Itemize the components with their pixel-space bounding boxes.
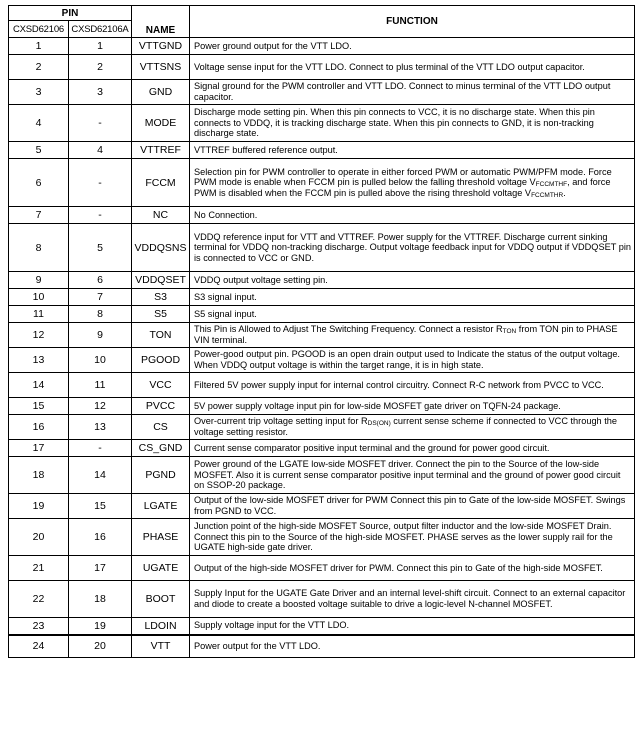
pin-name: VCC [132,373,190,398]
pin-function: Voltage sense input for the VTT LDO. Connect to plus terminal of the VTT LDO output capacitor. [190,55,635,80]
pin-name: VTTGND [132,38,190,55]
pin-number-cxsd62106: 8 [9,224,69,272]
table-row [9,457,635,494]
pin-number-cxsd62106a: 1 [69,38,132,55]
table-row [9,55,635,80]
pin-number-cxsd62106a: 19 [69,618,132,635]
pin-number-cxsd62106a: 9 [69,323,132,348]
pin-number-cxsd62106a: 18 [69,581,132,618]
pin-function: Junction point of the high-side MOSFET Source, output filter inductor and the low-side MOSFET Drain. Connect this pin to the Source of the high-side MOSFET. PHASE serves as the lower supply rail for the UGATE high-side gate driver. [190,519,635,556]
function-text: current sense scheme if connected to VCC through the voltage setting resistor. [194,416,617,437]
pin-number-cxsd62106a: 14 [69,457,132,494]
pin-name: VDDQSNS [132,224,190,272]
pin-name: PGND [132,457,190,494]
function-text: Over-current trip voltage setting input for R [194,416,368,427]
table-row [9,142,635,159]
pin-function: Supply Input for the UGATE Gate Driver and an internal level-shift circuit. Connect to an external capacitor and diode to create a boosted voltage suitable to drive a logic-level N-channel MOSFET. [190,581,635,618]
pin-number-cxsd62106a: 7 [69,289,132,306]
pin-name: LGATE [132,494,190,519]
pin-function: Filtered 5V power supply input for internal control circuitry. Connect R-C network from PVCC to VCC. [190,373,635,398]
subscript-text: TON [502,328,517,336]
pin-number-cxsd62106a: 17 [69,556,132,581]
pin-number-cxsd62106: 22 [9,581,69,618]
pin-number-cxsd62106: 15 [9,398,69,415]
table-row [9,323,635,348]
pin-number-cxsd62106: 3 [9,80,69,105]
pin-number-cxsd62106: 19 [9,494,69,519]
pin-number-cxsd62106a: 12 [69,398,132,415]
function-text: . [563,187,566,198]
pin-number-cxsd62106a: 13 [69,415,132,440]
pin-function: Power output for the VTT LDO. [190,635,635,658]
table-row [9,581,635,618]
pin-number-cxsd62106a: - [69,159,132,207]
function-text: from TON pin to PHASE VIN terminal. [194,324,618,345]
pin-function: Power-good output pin. PGOOD is an open drain output used to Indicate the status of the output voltage. When VDDQ output voltage is within the target range, it is in high state. [190,348,635,373]
pin-name: CS [132,415,190,440]
pin-number-cxsd62106: 4 [9,105,69,142]
pin-number-cxsd62106: 12 [9,323,69,348]
pin-function [190,323,635,348]
function-text: , and force PWM is disabled when the FCCM pin is pulled above the rising threshold voltage V [194,177,611,198]
pin-number-cxsd62106: 2 [9,55,69,80]
pin-number-cxsd62106: 21 [9,556,69,581]
pin-number-cxsd62106a: 15 [69,494,132,519]
pin-function: Power ground output for the VTT LDO. [190,38,635,55]
pin-name: PGOOD [132,348,190,373]
table-row [9,440,635,457]
table-row [9,289,635,306]
pin-function: Supply voltage input for the VTT LDO. [190,618,635,635]
pin-name: VTTREF [132,142,190,159]
table-row [9,398,635,415]
table-row [9,105,635,142]
pin-number-cxsd62106: 18 [9,457,69,494]
pin-name: CS_GND [132,440,190,457]
pin-function: Output of the low-side MOSFET driver for PWM Connect this pin to Gate of the low-side MOSFET. Swings from PGND to VCC. [190,494,635,519]
pin-function-table [8,5,635,658]
table-row [9,38,635,55]
pin-number-cxsd62106: 7 [9,207,69,224]
pin-number-cxsd62106a: 20 [69,635,132,658]
pin-number-cxsd62106a: - [69,105,132,142]
pin-number-cxsd62106a: 4 [69,142,132,159]
table-row [9,159,635,207]
pin-function: VDDQ output voltage setting pin. [190,272,635,289]
pin-number-cxsd62106a: 11 [69,373,132,398]
subscript-text: DS(ON) [367,420,391,428]
pin-function: S5 signal input. [190,306,635,323]
table-row [9,494,635,519]
pin-number-cxsd62106: 24 [9,635,69,658]
table-row [9,556,635,581]
pin-number-cxsd62106: 9 [9,272,69,289]
pin-name: UGATE [132,556,190,581]
pin-number-cxsd62106a: 6 [69,272,132,289]
pin-number-cxsd62106: 13 [9,348,69,373]
function-text: Selection pin for PWM controller to operate in either forced PWM or automatic PWM/PFM mode. Force PWM mode is enable when FCCM pin is pulled below the falling threshold voltage V [194,166,612,188]
pin-table-body [9,38,635,658]
pin-name: VTTSNS [132,55,190,80]
pin-number-cxsd62106: 10 [9,289,69,306]
pin-number-cxsd62106: 1 [9,38,69,55]
pin-number-cxsd62106: 23 [9,618,69,635]
pin-name: S5 [132,306,190,323]
pin-function-table-container [8,5,634,658]
pin-name: PVCC [132,398,190,415]
pin-name: TON [132,323,190,348]
pin-number-cxsd62106: 17 [9,440,69,457]
pin-number-cxsd62106a: 2 [69,55,132,80]
pin-name: NC [132,207,190,224]
pin-header: PIN [9,6,132,21]
pin-number-cxsd62106: 11 [9,306,69,323]
table-row [9,272,635,289]
table-row [9,519,635,556]
pin-name: S3 [132,289,190,306]
pin-name: PHASE [132,519,190,556]
pin-number-cxsd62106a: 16 [69,519,132,556]
pin-function: S3 signal input. [190,289,635,306]
pin-function: No Connection. [190,207,635,224]
pin-number-cxsd62106a: 8 [69,306,132,323]
pin-function [190,159,635,207]
table-row [9,80,635,105]
pin-name: VTT [132,635,190,658]
pin-number-cxsd62106a: - [69,440,132,457]
pin-name: MODE [132,105,190,142]
pin-name: LDOIN [132,618,190,635]
subscript-text: FCCMTHR [531,191,564,199]
subscript-text: FCCMTHF [535,181,568,189]
pin-function: VDDQ reference input for VTT and VTTREF. Power supply for the VTTREF. Discharge current sinking terminal for VDDQ non-tracking discharge. Output voltage feedback input for VDDQ output if VDDQSET pin is connected to VCC or GND. [190,224,635,272]
table-row [9,618,635,635]
table-row [9,635,635,658]
pin-name: VDDQSET [132,272,190,289]
pin-name: BOOT [132,581,190,618]
pin-number-cxsd62106: 20 [9,519,69,556]
pin-number-cxsd62106a: 3 [69,80,132,105]
table-row [9,207,635,224]
pin-number-cxsd62106: 5 [9,142,69,159]
pin-function: VTTREF buffered reference output. [190,142,635,159]
pin-function [190,415,635,440]
pin-name: GND [132,80,190,105]
pin-number-cxsd62106a: 5 [69,224,132,272]
pin-name: FCCM [132,159,190,207]
table-row [9,306,635,323]
pin-function: Discharge mode setting pin. When this pin connects to VCC, it is no discharge state. When this pin connects to VDDQ, it is tracking discharge state. When this pin connects to GND, it is non-tracking discharge state. [190,105,635,142]
table-row [9,348,635,373]
table-row [9,373,635,398]
table-row [9,224,635,272]
function-header [190,6,635,38]
pin-function: Output of the high-side MOSFET driver for PWM. Connect this pin to Gate of the high-side MOSFET. [190,556,635,581]
package1-header: CXSD62106 [9,21,69,38]
pin-number-cxsd62106: 16 [9,415,69,440]
package2-header: CXSD62106A [69,21,132,38]
pin-function: Power ground of the LGATE low-side MOSFET driver. Connect the pin to the Source of the low-side MOSFET. Also it is current sense comparator positive input terminal and the ground of power good circuit on SSOP-20 package. [190,457,635,494]
pin-number-cxsd62106a: - [69,207,132,224]
name-header: NAME [132,6,190,38]
pin-number-cxsd62106: 6 [9,159,69,207]
pin-number-cxsd62106a: 10 [69,348,132,373]
function-text: This Pin is Allowed to Adjust The Switching Frequency. Connect a resistor R [194,324,503,335]
pin-function: 5V power supply voltage input pin for low-side MOSFET gate driver on TQFN-24 package. [190,398,635,415]
pin-number-cxsd62106: 14 [9,373,69,398]
pin-function: Current sense comparator positive input terminal and the ground for power good circuit. [190,440,635,457]
pin-function: Signal ground for the PWM controller and VTT LDO. Connect to minus terminal of the VTT LDO output capacitor. [190,80,635,105]
table-row [9,415,635,440]
function-header-label: FUNCTION [386,16,438,27]
